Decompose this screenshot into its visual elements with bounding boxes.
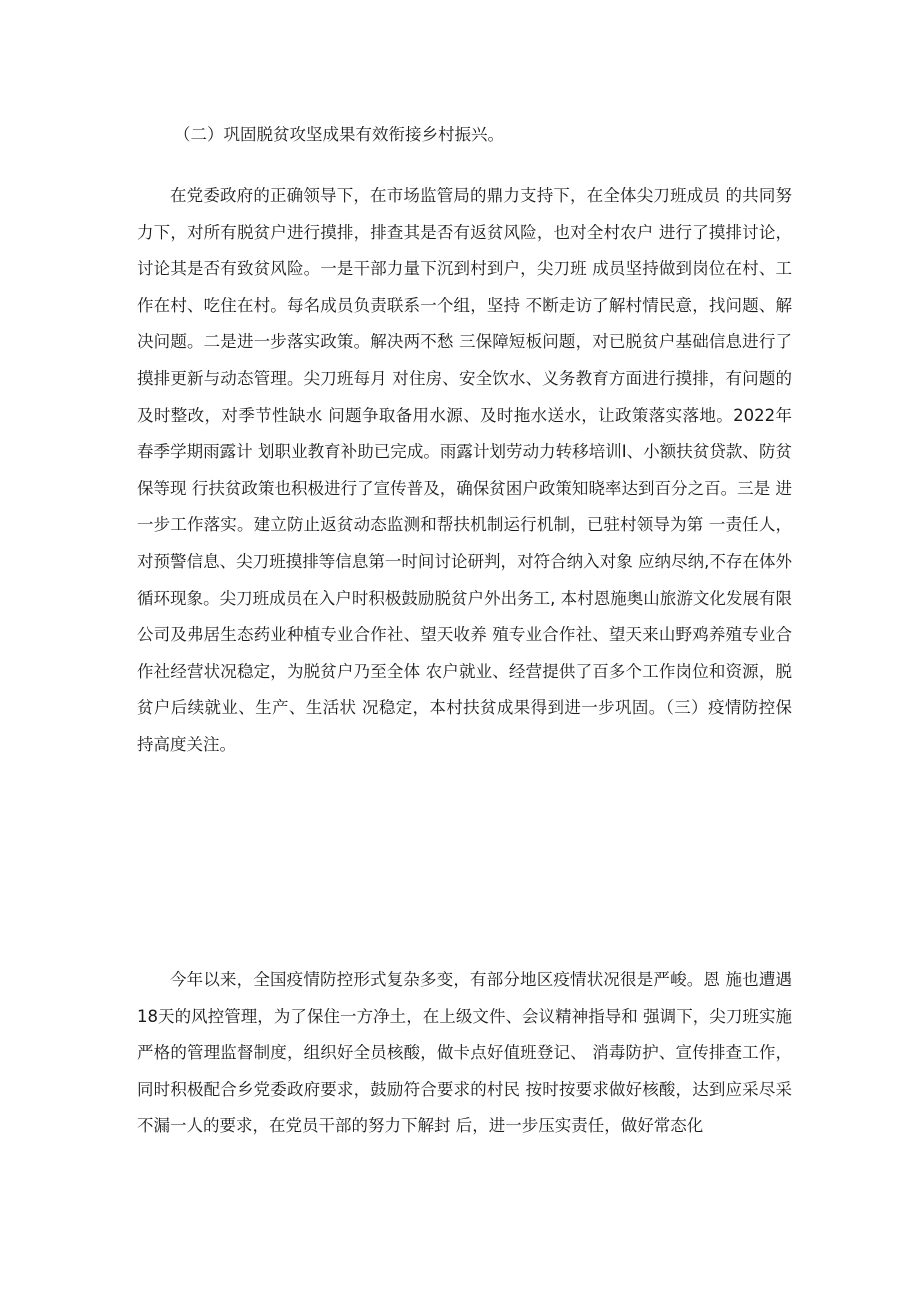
body-paragraph-2: 今年以来，全国疫情防控形式复杂多变，有部分地区疫情状况很是严峻。恩 施也遭遇18天的风控管理，为了保住一方净土，在上级文件、会议精神指导和 强调下，尖刀班实施严格的管理监督制度，组织好全员核酸，做卡点好值班登记、 消毒防护、宣传排查工作，同时积极配合乡党委政府要求，鼓励符合要求的村民 按时按要求做好核酸，达到应采尽采不漏一人的要求，在党员干部的努力下解封 后，进一步压实责任，做好常态化 <box>137 970 792 1136</box>
section-heading: （二）巩固脱贫攻坚成果有效衔接乡村振兴。 <box>174 125 504 144</box>
body-paragraph-1: 在党委政府的正确领导下，在市场监管局的鼎力支持下，在全体尖刀班成员 的共同努力下，对所有脱贫户进行摸排，排查其是否有返贫风险，也对全村农户 进行了摸排讨论，讨论其是否有致贫风险。一是干部力量下沉到村到户，尖刀班 成员坚持做到岗位在村、工作在村、吃住在村。每名成员负责联系一个组，坚持 不断走访了解村情民意，找问题、解决问题。二是进一步落实政策。解决两不愁 三保障短板问题，对已脱贫户基础信息进行了摸排更新与动态管理。尖刀班每月 对住房、安全饮水、义务教育方面进行摸排，有问题的及时整改，对季节性缺水 问题争取备用水源、及时拖水送水，让政策落实落地。2022年春季学期雨露计 划职业教育补助已完成。雨露计划劳动力转移培训Ⅰ、小额扶贫贷款、防贫保等现 行扶贫政策也积极进行了宣传普及，确保贫困户政策知晓率达到百分之百。三是 进一步工作落实。建立防止返贫动态监测和帮扶机制运行机制，已驻村领导为第 一责任人，对预警信息、尖刀班摸排等信息第一时间讨论研判，对符合纳入对象 应纳尽纳,不存在体外循环现象。尖刀班成员在入户时积极鼓励脱贫户外出务工, 本村恩施奥山旅游文化发展有限公司及弗居生态药业种植专业合作社、望天收养 殖专业合作社、望天来山野鸡养殖专业合作社经营状况稳定，为脱贫户乃至全体 农户就业、经营提供了百多个工作岗位和资源，脱贫户后续就业、生产、生活状 况稳定，本村扶贫成果得到进一步巩固。（三）疫情防控保持高度关注。 <box>137 186 792 754</box>
